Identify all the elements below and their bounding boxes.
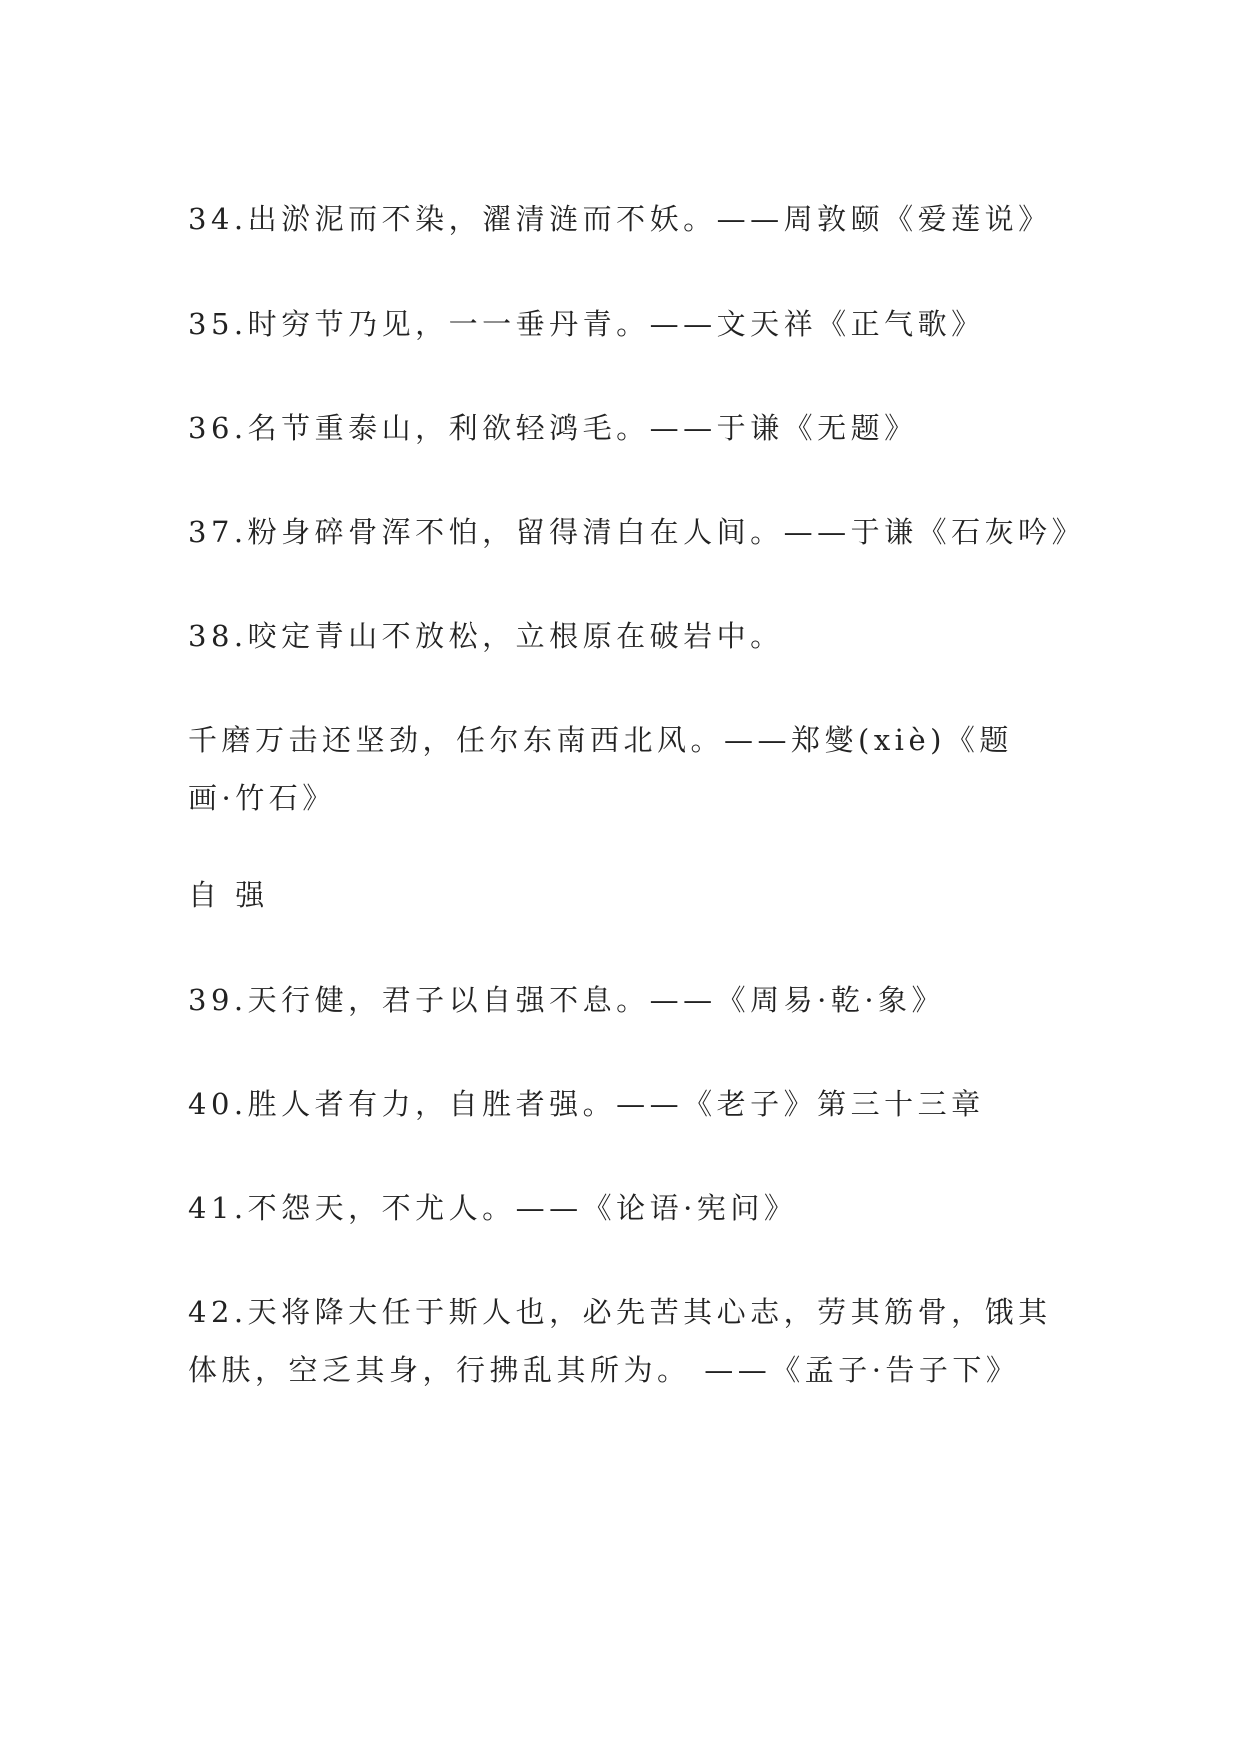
quote-34: 34.出淤泥而不染，濯清涟而不妖。——周敦颐《爱莲说》 bbox=[188, 202, 1052, 236]
quote-35: 35.时穷节乃见，一一垂丹青。——文天祥《正气歌》 bbox=[188, 307, 985, 341]
quote-37: 37.粉身碎骨浑不怕，留得清白在人间。——于谦《石灰吟》 bbox=[188, 515, 1086, 549]
quote-40: 40.胜人者有力，自胜者强。——《老子》第三十三章 bbox=[188, 1087, 985, 1121]
quote-36: 36.名节重泰山，利欲轻鸿毛。——于谦《无题》 bbox=[188, 411, 918, 445]
section-heading-self-strengthening: 自 强 bbox=[188, 878, 269, 912]
quote-38-continuation bbox=[188, 711, 1068, 827]
quote-39: 39.天行健，君子以自强不息。——《周易·乾·象》 bbox=[188, 983, 946, 1017]
quote-38-continuation-line-1: 千磨万击还坚劲，任尔东南西北风。——郑燮(xiè)《题 bbox=[188, 723, 1013, 757]
quote-41: 41.不怨天，不尤人。——《论语·宪问》 bbox=[188, 1191, 798, 1225]
quote-42-line-2: 体肤，空乏其身，行拂乱其所为。 ——《孟子·告子下》 bbox=[188, 1353, 1020, 1387]
quote-42 bbox=[188, 1283, 1068, 1399]
quote-38: 38.咬定青山不放松，立根原在破岩中。 bbox=[188, 619, 784, 653]
quote-38-continuation-line-2: 画·竹石》 bbox=[188, 781, 336, 815]
quote-42-line-1: 42.天将降大任于斯人也，必先苦其心志，劳其筋骨，饿其 bbox=[188, 1295, 1052, 1329]
